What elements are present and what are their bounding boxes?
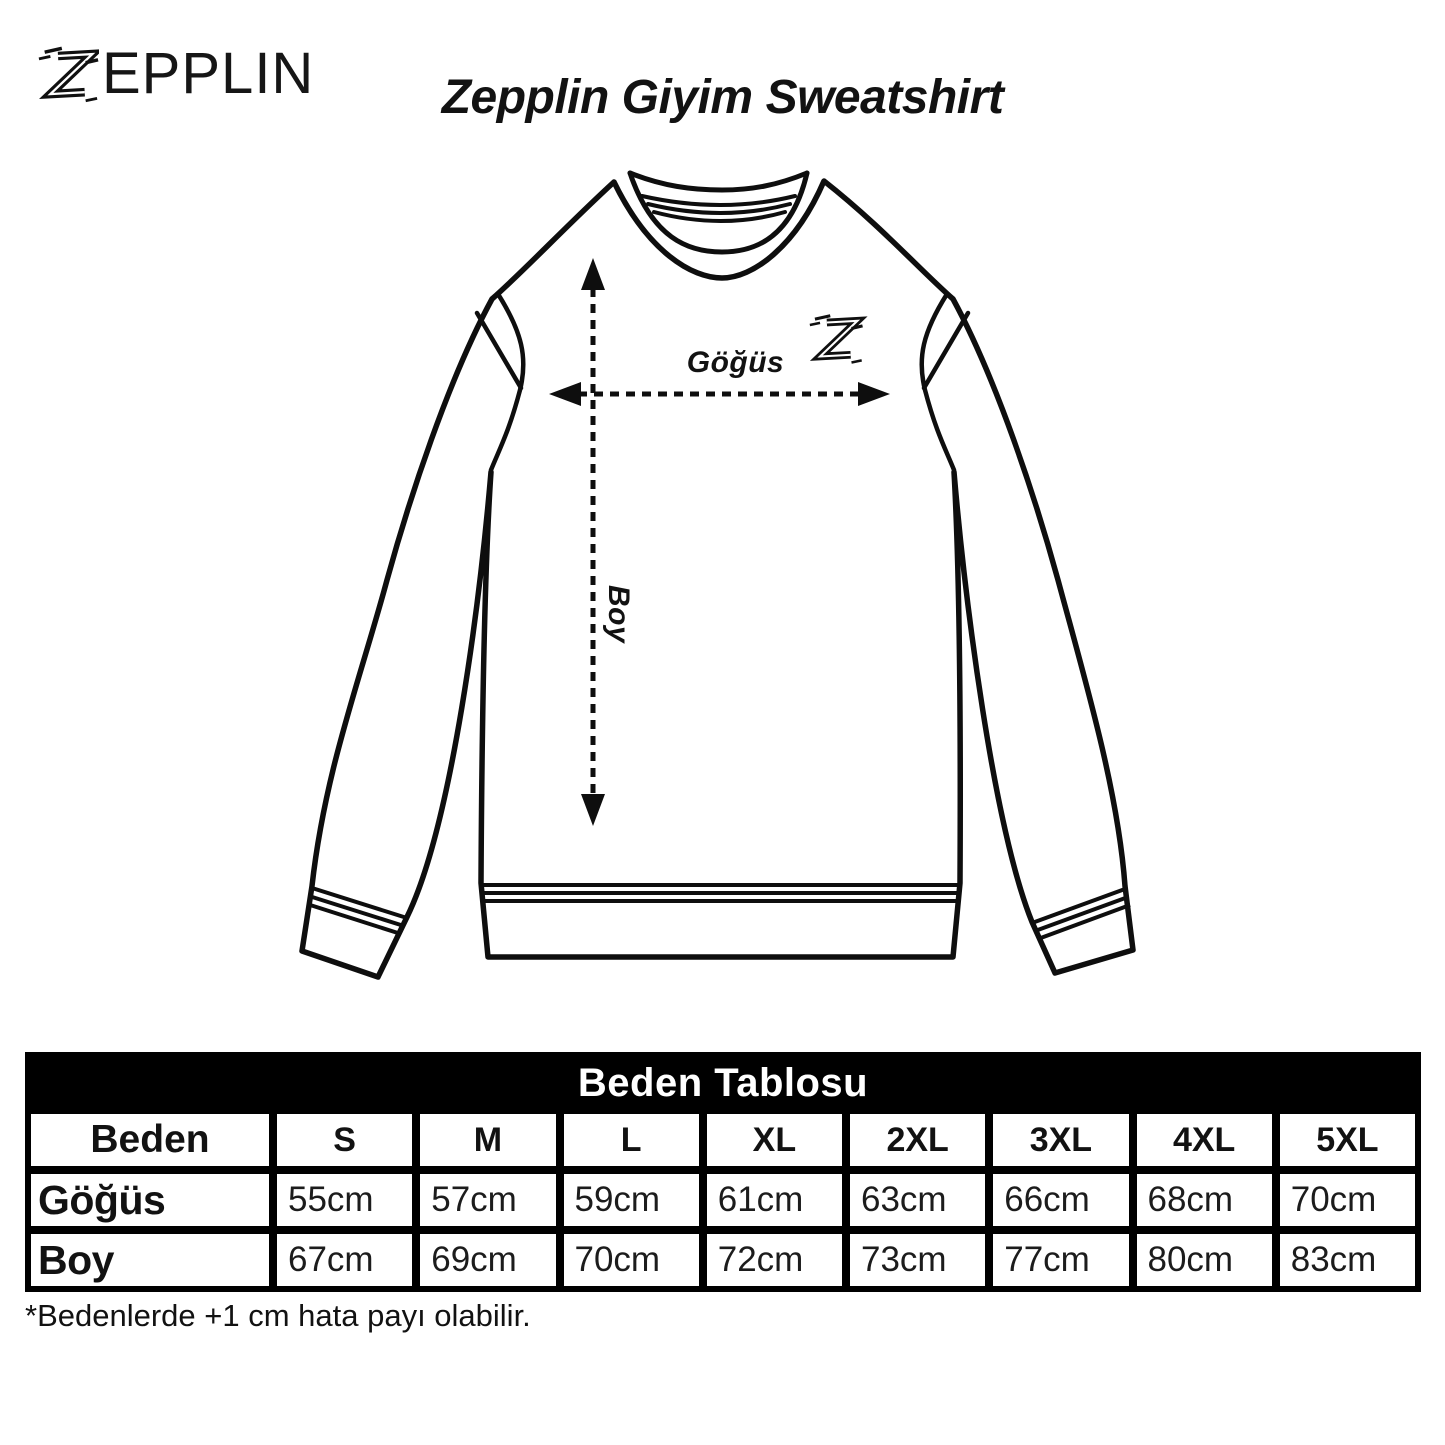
size-table-grid [31,1114,1415,1286]
size-table-value-cell: 61cm [707,1174,842,1226]
size-tolerance-footnote: *Bedenlerde +1 cm hata payı olabilir. [25,1298,531,1333]
size-table-header-cell: 2XL [850,1114,985,1166]
size-table-value-cell: 66cm [993,1174,1128,1226]
chest-measure-label: Göğüs [686,346,785,379]
size-table-value-cell: 77cm [993,1234,1128,1286]
size-table-value-cell: 69cm [420,1234,555,1286]
brand-logo-text: EPPLIN [102,41,315,106]
size-table-value-cell: 67cm [277,1234,412,1286]
size-table-value-cell: 63cm [850,1174,985,1226]
size-table-row-label: Boy [31,1234,269,1286]
size-table-header-cell: M [420,1114,555,1166]
size-table-title: Beden Tablosu [577,1060,869,1105]
size-table-value-cell: 70cm [1280,1174,1415,1226]
size-table-value-cell: 80cm [1137,1234,1272,1286]
size-table-value-cell: 55cm [277,1174,412,1226]
sweatshirt-outline [302,181,1133,977]
size-table-value-cell: 83cm [1280,1234,1415,1286]
size-table-header-cell: S [277,1114,412,1166]
size-table-row-label: Göğüs [31,1174,269,1226]
size-table-value-cell: 59cm [564,1174,699,1226]
size-table-value-cell: 73cm [850,1234,985,1286]
size-table-header-cell: 4XL [1137,1114,1272,1166]
size-table-value-cell: 72cm [707,1234,842,1286]
size-table-value-cell: 57cm [420,1174,555,1226]
size-table-header-cell: XL [707,1114,842,1166]
size-table-header-cell: L [564,1114,699,1166]
title-brand-part: Zepplin Giyim [441,71,753,124]
title-product-part: Sweatshirt [765,71,1004,124]
size-table-value-cell: 68cm [1137,1174,1272,1226]
size-table-value-cell: 70cm [564,1234,699,1286]
page-title [0,72,1445,124]
size-table [25,1052,1421,1292]
size-table-header-cell: Beden [31,1114,269,1166]
collar-ribbing [630,173,807,252]
size-table-header-cell: 5XL [1280,1114,1415,1166]
size-table-header-cell: 3XL [993,1114,1128,1166]
